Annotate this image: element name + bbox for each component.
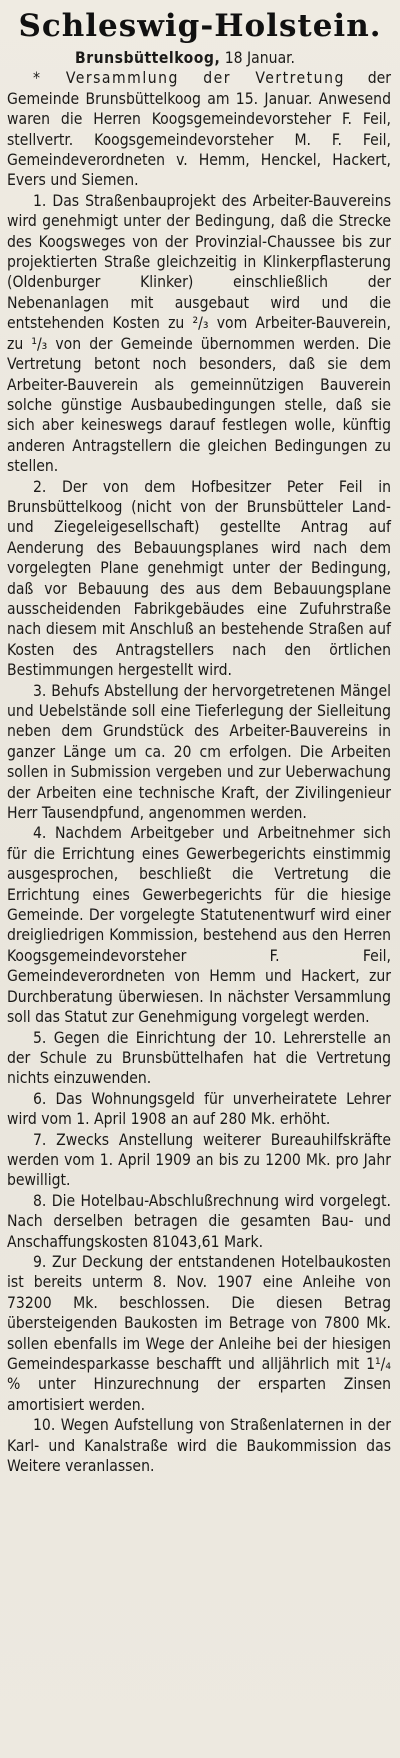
item-3: 3. Behufs Abstellung der hervorgetretenen Mängel und Uebelstände soll eine Tieferlegung der Sielleitung neben dem Grundstück des Arbeiter-Bauvereins in ganzer Länge um ca. 20 cm erfolgen. Die Arbeiten sollen in Submission vergeben und zur Ueberwachung der Arbeiten eine technische Kraft, der Zivilingenieur Herr Tausendpfund, angenommen werden. xyxy=(7,681,391,823)
item-9: 9. Zur Deckung der entstandenen Hotelbaukosten ist bereits unterm 8. Nov. 1907 eine Anleihe von 73200 Mk. beschlossen. Die diesen Betrag übersteigenden Baukosten im Betrage von 7800 Mk. sollen ebenfalls im Wege der Anleihe bei der hiesigen Gemeindesparkasse beschafft und alljährlich mit 1¹/₄ % unter Hinzurechnung der ersparten Zinsen amortisiert werden. xyxy=(7,1252,391,1414)
dateline-date: 18 Januar. xyxy=(224,49,295,67)
item-2: 2. Der von dem Hofbesitzer Peter Feil in Brunsbüttelkoog (nicht von der Brunsbütteler Land- und Ziegeleigesellschaft) gestellte Antrag auf Aenderung des Bebauungsplanes wird nach dem vorgelegten Plane genehmigt unter der Bedingung, daß vor Bebauung des aus dem Bebauungsplane ausscheidenden Fabrikgebäudes eine Zufuhrstraße nach diesem mit Anschluß an bestehende Straßen auf Kosten des Antragstellers nach den örtlichen Bestimmungen hergestellt wird. xyxy=(7,477,391,680)
dateline-place: Brunsbüttelkoog, xyxy=(75,49,221,67)
item-1: 1. Das Straßenbauprojekt des Arbeiter-Bauvereins wird genehmigt unter der Bedingung, daß die Strecke des Koogsweges von der Provinzial-Chaussee bis zur projektierten Straße gleichzeitig in Klinkerpflasterung (Oldenburger Klinker) einschließlich der Nebenanlagen mit ausgebaut wird und die entstehenden Kosten zu ²/₃ vom Arbeiter-Bauverein, zu ¹/₃ von der Gemeinde übernommen werden. Die Vertretung betont noch besonders, daß sie dem Arbeiter-Bauverein als gemeinnützigen Bauverein solche günstige Ausbaubedingungen stelle, daß sie sich aber keineswegs darauf festlegen wolle, künftig anderen Antragstellern die gleichen Bedingungen zu stellen. xyxy=(7,191,391,476)
article-body xyxy=(7,48,391,1476)
item-8: 8. Die Hotelbau-Abschlußrechnung wird vorgelegt. Nach derselben betragen die gesamten Bau- und Anschaffungskosten 81043,61 Mark. xyxy=(7,1191,391,1251)
item-4: 4. Nachdem Arbeitgeber und Arbeitnehmer sich für die Errichtung eines Gewerbegerichts einstimmig ausgesprochen, beschließt die Vertretung die Errichtung eines Gewerbegerichts für die hiesige Gemeinde. Der vorgelegte Statutenentwurf wird einer dreigliedrigen Kommission, bestehend aus den Herren Koogsgemeindevorsteher F. Feil, Gemeindeverordneten von Hemm und Hackert, zur Durchberatung überwiesen. In nächster Versammlung soll das Statut zur Genehmigung vorgelegt werden. xyxy=(7,824,391,1027)
intro-lead: * Versammlung der Vertretung xyxy=(33,69,345,88)
item-7: 7. Zwecks Anstellung weiterer Bureauhilfskräfte werden vom 1. April 1909 an bis zu 1200 Mk. pro Jahr bewilligt. xyxy=(7,1130,391,1190)
item-10: 10. Wegen Aufstellung von Straßenlaternen in der Karl- und Kanalstraße wird die Baukommission das Weitere veranlassen. xyxy=(7,1416,391,1476)
headline: Schleswig-Holstein. xyxy=(18,8,382,44)
intro-paragraph xyxy=(7,68,391,190)
dateline xyxy=(7,48,391,68)
item-6: 6. Das Wohnungsgeld für unverheiratete Lehrer wird vom 1. April 1908 an auf 280 Mk. erhöht. xyxy=(7,1089,391,1129)
intro-text: der Gemeinde Brunsbüttelkoog am 15. Januar. Anwesend waren die Herren Koogsgemeindevorsteher F. Feil, stellvertr. Koogsgemeindevorsteher M. F. Feil, Gemeindeverordneten v. Hemm, Henckel, Hackert, Evers und Siemen. xyxy=(7,69,391,190)
item-5: 5. Gegen die Einrichtung der 10. Lehrerstelle an der Schule zu Brunsbüttelhafen hat die Vertretung nichts einzuwenden. xyxy=(7,1028,391,1088)
